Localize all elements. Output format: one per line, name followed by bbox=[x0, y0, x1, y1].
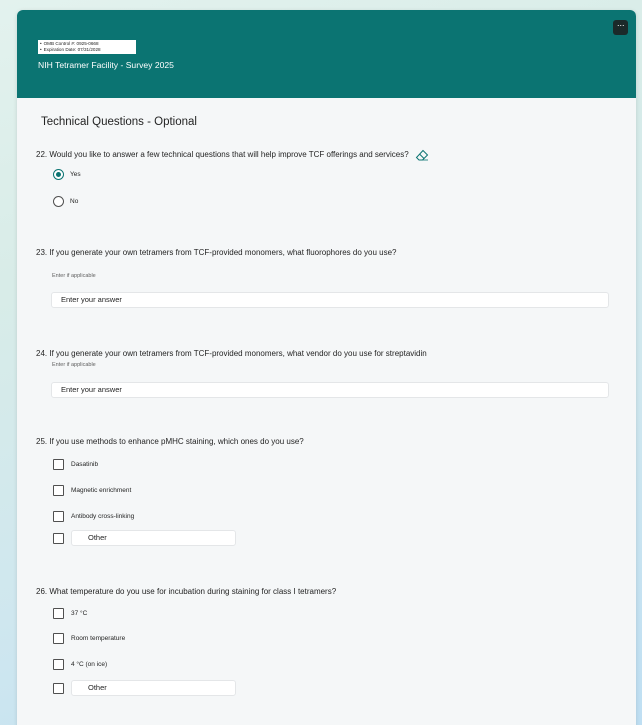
checkbox-option-other[interactable] bbox=[53, 680, 236, 696]
radio-button[interactable] bbox=[53, 196, 64, 207]
checkbox-option-room-temperature[interactable] bbox=[53, 632, 125, 644]
checkbox-option-4c-on-ice[interactable] bbox=[53, 658, 107, 670]
checkbox-option-magnetic-enrichment[interactable] bbox=[53, 484, 131, 496]
question-text: If you use methods to enhance pMHC staining, which ones do you use? bbox=[49, 437, 304, 446]
checkbox[interactable] bbox=[53, 683, 64, 694]
omb-notice bbox=[38, 40, 136, 54]
question-24 bbox=[36, 349, 427, 358]
other-text-input[interactable]: Other bbox=[71, 680, 236, 696]
more-options-button[interactable]: ··· bbox=[613, 20, 628, 35]
question-26 bbox=[36, 587, 336, 596]
form-card bbox=[17, 10, 636, 725]
checkbox-option-other[interactable] bbox=[53, 530, 236, 546]
question-number: 22. bbox=[36, 150, 48, 160]
eraser-icon[interactable] bbox=[415, 149, 429, 161]
answer-input-24[interactable]: Enter your answer bbox=[51, 382, 609, 398]
omb-control-number: • OMB Control #: 0925-0668 bbox=[40, 41, 134, 47]
question-number: 25. bbox=[36, 437, 48, 446]
section-title: Technical Questions - Optional bbox=[41, 116, 197, 128]
checkbox[interactable] bbox=[53, 608, 64, 619]
question-number: 24. bbox=[36, 349, 48, 358]
checkbox[interactable] bbox=[53, 633, 64, 644]
option-label: Room temperature bbox=[71, 634, 126, 642]
question-hint: Enter if applicable bbox=[52, 362, 96, 368]
other-text-input[interactable]: Other bbox=[71, 530, 236, 546]
radio-option-yes[interactable] bbox=[53, 168, 81, 180]
checkbox[interactable] bbox=[53, 533, 64, 544]
question-number: 23. bbox=[36, 248, 48, 257]
checkbox[interactable] bbox=[53, 485, 64, 496]
question-text: What temperature do you use for incubation during staining for class I tetramers? bbox=[49, 587, 337, 596]
question-23 bbox=[36, 248, 397, 257]
radio-button-selected[interactable] bbox=[53, 169, 64, 180]
form-header bbox=[17, 10, 636, 98]
checkbox[interactable] bbox=[53, 511, 64, 522]
question-text: If you generate your own tetramers from TCF-provided monomers, what fluorophores do you use? bbox=[49, 248, 397, 257]
option-label: 4 °C (on ice) bbox=[71, 660, 108, 668]
checkbox[interactable] bbox=[53, 659, 64, 670]
question-text: Would you like to answer a few technical questions that will help improve TCF offerings and services? bbox=[49, 150, 409, 160]
question-22 bbox=[36, 149, 429, 161]
checkbox-option-dasatinib[interactable] bbox=[53, 458, 98, 470]
radio-option-no[interactable] bbox=[53, 195, 78, 207]
omb-expiration-date: • Expiration Date: 07/31/2028 bbox=[40, 47, 134, 53]
option-label: Dasatinib bbox=[71, 460, 99, 468]
option-label: 37 °C bbox=[71, 609, 88, 617]
option-label: Magnetic enrichment bbox=[71, 486, 132, 494]
option-label: Yes bbox=[70, 170, 81, 178]
question-text: If you generate your own tetramers from TCF-provided monomers, what vendor do you use for streptavidin bbox=[49, 349, 427, 358]
question-hint: Enter if applicable bbox=[52, 273, 96, 279]
checkbox-option-antibody-cross-linking[interactable] bbox=[53, 510, 134, 522]
checkbox[interactable] bbox=[53, 459, 64, 470]
question-25 bbox=[36, 437, 304, 446]
checkbox-option-37c[interactable] bbox=[53, 607, 87, 619]
answer-input-23[interactable]: Enter your answer bbox=[51, 292, 609, 308]
survey-title: NIH Tetramer Facility - Survey 2025 bbox=[38, 60, 174, 70]
question-number: 26. bbox=[36, 587, 48, 596]
option-label: No bbox=[70, 197, 79, 205]
option-label: Antibody cross-linking bbox=[71, 512, 135, 520]
